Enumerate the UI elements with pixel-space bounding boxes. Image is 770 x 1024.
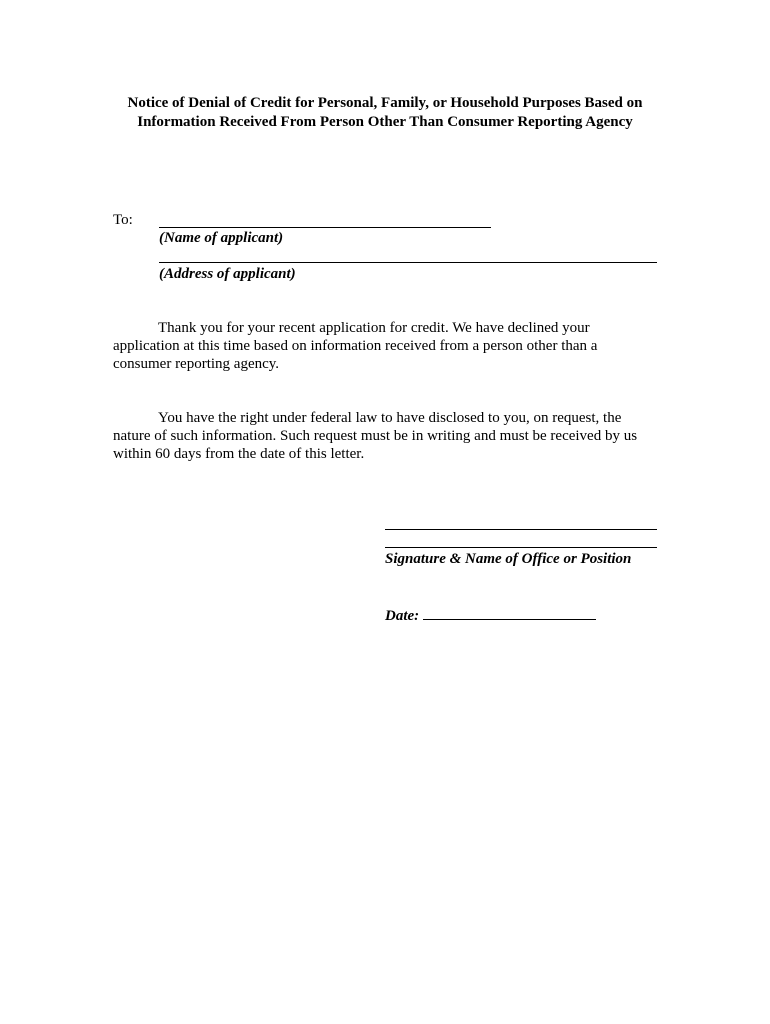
- signature-line-2: [385, 547, 657, 548]
- signature-caption: Signature & Name of Office or Position: [385, 551, 632, 567]
- body-paragraph-2: You have the right under federal law to have disclosed to you, on request, the nature of such information. Such request must be in writing and must be received by us within 60 days from the date of this letter.: [113, 410, 638, 462]
- to-label: To:: [113, 212, 133, 228]
- document-title: [100, 94, 670, 132]
- title-line-2: Information Received From Person Other Than Consumer Reporting Agency: [137, 114, 633, 130]
- applicant-name-line: [159, 227, 491, 228]
- date-label: Date:: [385, 608, 420, 624]
- signature-line-1: [385, 529, 657, 530]
- applicant-address-line: [159, 262, 657, 263]
- body-paragraph-1: Thank you for your recent application for credit. We have declined your application at this time based on information received from a person other than a consumer reporting agency.: [113, 320, 598, 372]
- date-blank-line: [423, 605, 596, 620]
- date-row: [385, 605, 596, 625]
- applicant-name-caption: (Name of applicant): [159, 230, 284, 246]
- applicant-address-caption: (Address of applicant): [159, 266, 296, 282]
- title-line-1: Notice of Denial of Credit for Personal, Family, or Household Purposes Based on: [127, 95, 643, 111]
